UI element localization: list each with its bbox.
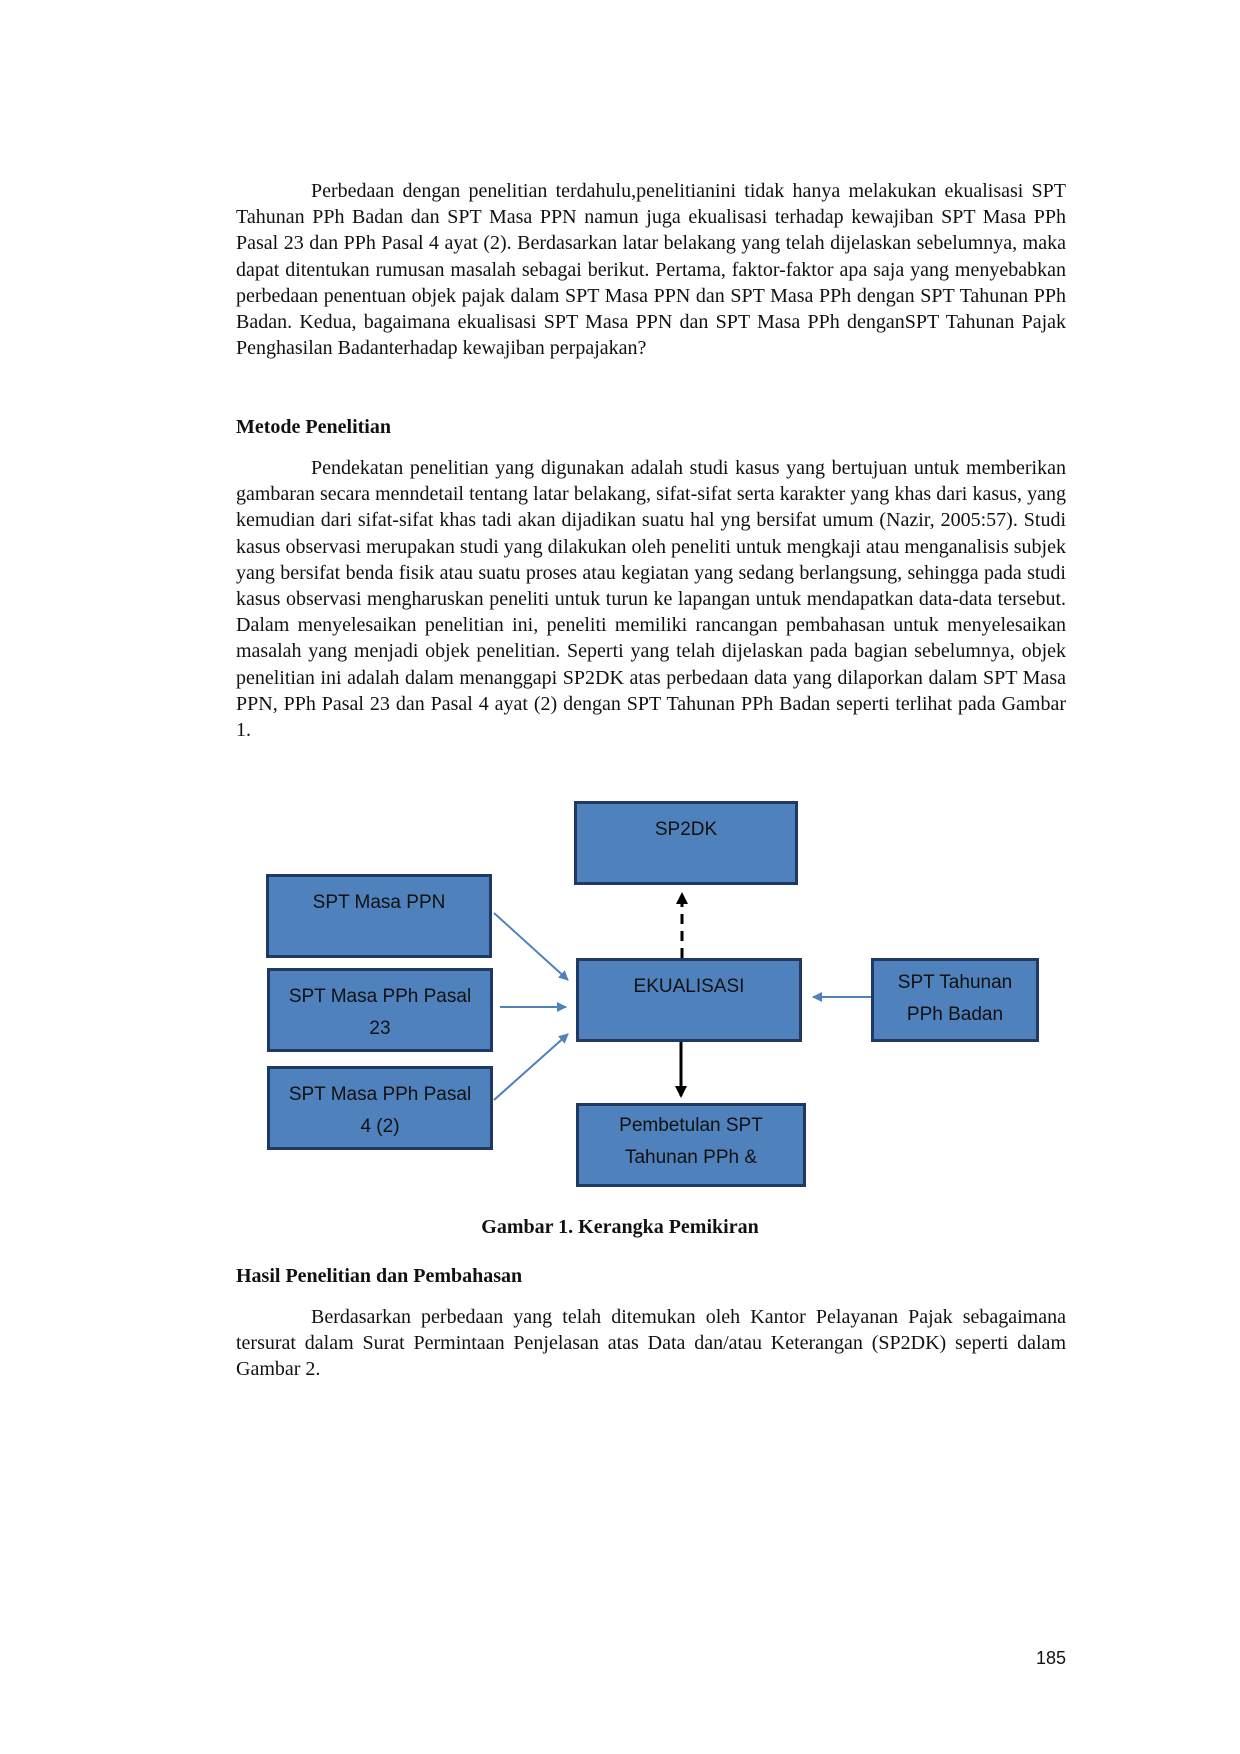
page-number: 185: [1035, 1648, 1066, 1668]
figure-caption: Gambar 1. Kerangka Pemikiran: [481, 1216, 759, 1238]
section-heading-metode: Metode Penelitian: [236, 416, 391, 438]
arrow-pph4-to-ekualisasi: [494, 1034, 568, 1100]
arrow-ppn-to-ekualisasi: [494, 913, 568, 980]
box-sp2dk: [574, 801, 798, 885]
intro-paragraph: Perbedaan dengan penelitian terdahulu,penelitianini tidak hanya melakukan ekualisasi SPT Tahunan PPh Badan dan SPT Masa PPN namun juga ekualisasi terhadap kewajiban SPT Masa PPh Pasal 23 dan PPh Pasal 4 ayat (2). Berdasarkan latar belakang yang telah dijelaskan sebelumnya, maka dapat ditentukan rumusan masalah sebagai berikut. Pertama, faktor-faktor apa saja yang menyebabkan perbedaan penentuan objek pajak dalam SPT Masa PPN dan SPT Masa PPh dengan SPT Tahunan PPh Badan. Kedua, bagaimana ekualisasi SPT Masa PPN dan SPT Masa PPh denganSPT Tahunan Pajak Penghasilan Badanterhadap kewajiban perpajakan?: [236, 180, 1066, 360]
box-spt-masa-pph4: [267, 1066, 493, 1150]
box-spt-masa-ppn-label: SPT Masa PPN: [312, 892, 446, 913]
box-pembetulan: [576, 1103, 806, 1187]
box-spt-masa-pph23: [267, 968, 493, 1052]
metode-paragraph: Pendekatan penelitian yang digunakan adalah studi kasus yang bertujuan untuk memberikan gambaran secara menndetail tentang latar belakang, sifat-sifat serta karakter yang khas dari kasus, yang kemudian dari sifat-sifat khas tadi akan dijadikan suatu hal yng bersifat umum (Nazir, 2005:57). Studi kasus observasi merupakan studi yang dilakukan oleh peneliti untuk mengkaji atau menganalisis subjek yang bersifat benda fisik atau suatu proses atau kegiatan yang sedang berlangsung, sehingga pada studi kasus observasi mengharuskan peneliti untuk turun ke lapangan untuk mendapatkan data-data tersebut. Dalam menyelesaikan penelitian ini, peneliti memiliki rancangan pembahasan untuk menyelesaikan masalah yang menjadi objek penelitian. Seperti yang telah dijelaskan pada bagian sebelumnya, objek penelitian ini adalah dalam menanggapi SP2DK atas perbedaan data yang dilaporkan dalam SPT Masa PPN, PPh Pasal 23 dan Pasal 4 ayat (2) dengan SPT Tahunan PPh Badan seperti terlihat pada Gambar 1.: [236, 457, 1066, 742]
box-pembetulan-line2: Tahunan PPh &: [624, 1147, 758, 1168]
box-spt-tahunan: [871, 958, 1039, 1042]
box-sp2dk-label: SP2DK: [654, 819, 718, 840]
box-ekualisasi-label: EKUALISASI: [633, 976, 745, 997]
box-spt-masa-pph4-line1: SPT Masa PPh Pasal: [288, 1084, 472, 1105]
box-spt-tahunan-line2: PPh Badan: [906, 1004, 1004, 1025]
box-spt-masa-ppn: [266, 874, 492, 958]
box-pembetulan-line1: Pembetulan SPT: [619, 1115, 763, 1136]
box-spt-masa-pph4-line2: 4 (2): [360, 1116, 400, 1137]
box-spt-tahunan-line1: SPT Tahunan: [897, 972, 1013, 993]
box-spt-masa-pph23-line1: SPT Masa PPh Pasal: [288, 986, 472, 1007]
section-heading-hasil: Hasil Penelitian dan Pembahasan: [236, 1265, 523, 1287]
figure-kerangka-pemikiran: [262, 798, 1062, 1198]
hasil-paragraph: Berdasarkan perbedaan yang telah ditemukan oleh Kantor Pelayanan Pajak sebagaimana tersurat dalam Surat Permintaan Penjelasan atas Data dan/atau Keterangan (SP2DK) seperti dalam Gambar 2.: [236, 1306, 1066, 1381]
box-spt-masa-pph23-line2: 23: [369, 1018, 391, 1039]
box-ekualisasi: [576, 958, 802, 1042]
